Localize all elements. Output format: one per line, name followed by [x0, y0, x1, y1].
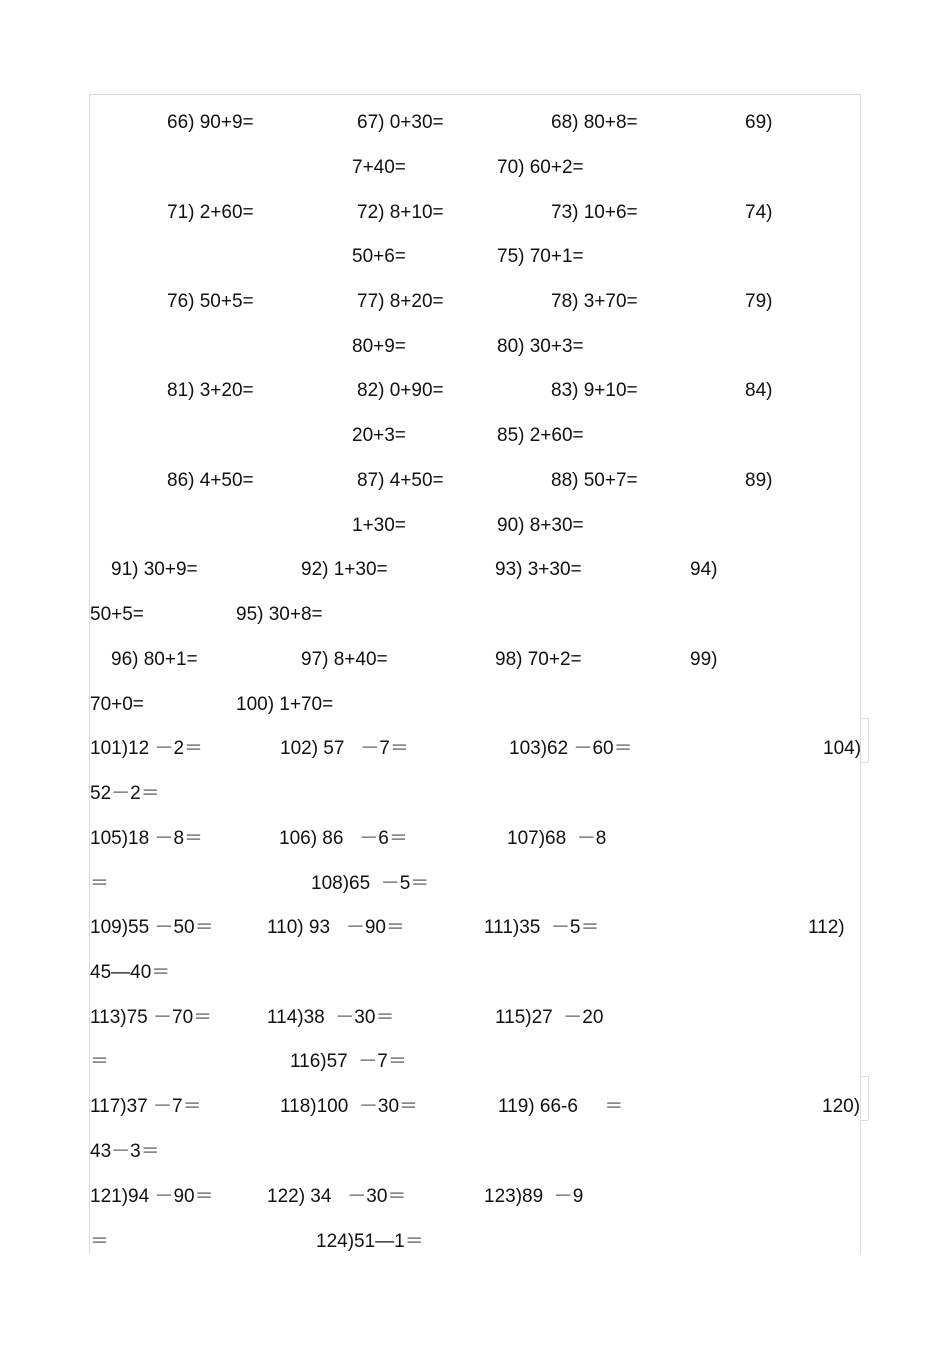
problem-number: 94) — [690, 559, 718, 580]
problem: 110) 93 －90＝ — [267, 917, 406, 938]
problem-number: 120) — [822, 1096, 861, 1117]
problem: 1+30= — [352, 515, 406, 536]
problem: 109)55 －50＝ — [90, 917, 214, 938]
problem: 97) 8+40= — [301, 649, 388, 670]
problem: 20+3= — [352, 425, 406, 446]
problem: 76) 50+5= — [167, 291, 254, 312]
problem: 106) 86 －6＝ — [279, 828, 408, 849]
problem-number: 69) — [745, 112, 773, 133]
problem: 100) 1+70= — [236, 694, 334, 715]
problem: 103)62 －60＝ — [509, 738, 633, 759]
problem: 73) 10+6= — [551, 202, 638, 223]
problem: 98) 70+2= — [495, 649, 582, 670]
frame-notch — [860, 762, 868, 763]
problem: 116)57 －7＝ — [290, 1051, 407, 1072]
problem-continuation: ＝ — [90, 1051, 110, 1072]
problem: 117)37 －7＝ — [90, 1096, 202, 1117]
problem: 72) 8+10= — [357, 202, 444, 223]
frame-notch — [860, 1076, 868, 1077]
problem: 50+6= — [352, 246, 406, 267]
frame-notch — [860, 1120, 868, 1121]
problem: 123)89 －9 — [484, 1186, 584, 1207]
problem-number: 79) — [745, 291, 773, 312]
problem: 82) 0+90= — [357, 380, 444, 401]
problem: 75) 70+1= — [497, 246, 584, 267]
frame-top-border — [89, 94, 861, 95]
frame-right-border — [860, 94, 861, 1254]
problem: 88) 50+7= — [551, 470, 638, 491]
problem: 92) 1+30= — [301, 559, 388, 580]
problem-number: 74) — [745, 202, 773, 223]
problem: 121)94 －90＝ — [90, 1186, 214, 1207]
problem: 70) 60+2= — [497, 157, 584, 178]
problem: 107)68 －8 — [507, 828, 607, 849]
problem: 50+5= — [90, 604, 144, 625]
problem-number: 112) — [808, 917, 845, 938]
problem: 119) 66-6 ＝ — [498, 1096, 624, 1117]
problem: 81) 3+20= — [167, 380, 254, 401]
problem: 93) 3+30= — [495, 559, 582, 580]
problem: 78) 3+70= — [551, 291, 638, 312]
problem-number: 104) — [823, 738, 862, 759]
problem-number: 89) — [745, 470, 773, 491]
problem: 71) 2+60= — [167, 202, 254, 223]
problem: 90) 8+30= — [497, 515, 584, 536]
problem: 102) 57 －7＝ — [280, 738, 409, 759]
frame-notch — [860, 718, 868, 719]
problem: 113)75 －70＝ — [90, 1007, 213, 1028]
problem: 83) 9+10= — [551, 380, 638, 401]
problem: 43－3＝ — [90, 1141, 160, 1162]
problem: 122) 34 －30＝ — [267, 1186, 407, 1207]
problem: 87) 4+50= — [357, 470, 444, 491]
problem: 91) 30+9= — [111, 559, 198, 580]
problem-number: 84) — [745, 380, 773, 401]
problem: 114)38 －30＝ — [267, 1007, 395, 1028]
frame-left-border — [89, 94, 90, 1254]
problem-continuation: ＝ — [90, 1231, 110, 1252]
problem: 45—40＝ — [90, 962, 171, 983]
problem: 86) 4+50= — [167, 470, 254, 491]
problem: 68) 80+8= — [551, 112, 638, 133]
problem-number: 99) — [690, 649, 718, 670]
problem-continuation: ＝ — [90, 873, 110, 894]
problem: 111)35 －5＝ — [484, 917, 600, 938]
problem: 95) 30+8= — [236, 604, 323, 625]
problem: 70+0= — [90, 694, 144, 715]
problem: 108)65 －5＝ — [311, 873, 430, 894]
problem: 118)100 －30＝ — [280, 1096, 419, 1117]
problem: 80) 30+3= — [497, 336, 584, 357]
problem: 85) 2+60= — [497, 425, 584, 446]
problem: 52－2＝ — [90, 783, 160, 804]
problem: 101)12 －2＝ — [90, 738, 204, 759]
problem: 96) 80+1= — [111, 649, 198, 670]
problem: 105)18 －8＝ — [90, 828, 204, 849]
problem: 115)27 －20 — [495, 1007, 604, 1028]
problem: 67) 0+30= — [357, 112, 444, 133]
frame-notch — [868, 718, 869, 762]
frame-notch — [868, 1076, 869, 1120]
problem: 7+40= — [352, 157, 406, 178]
problem: 77) 8+20= — [357, 291, 444, 312]
problem: 124)51—1＝ — [316, 1231, 424, 1252]
problem: 66) 90+9= — [167, 112, 254, 133]
problem: 80+9= — [352, 336, 406, 357]
